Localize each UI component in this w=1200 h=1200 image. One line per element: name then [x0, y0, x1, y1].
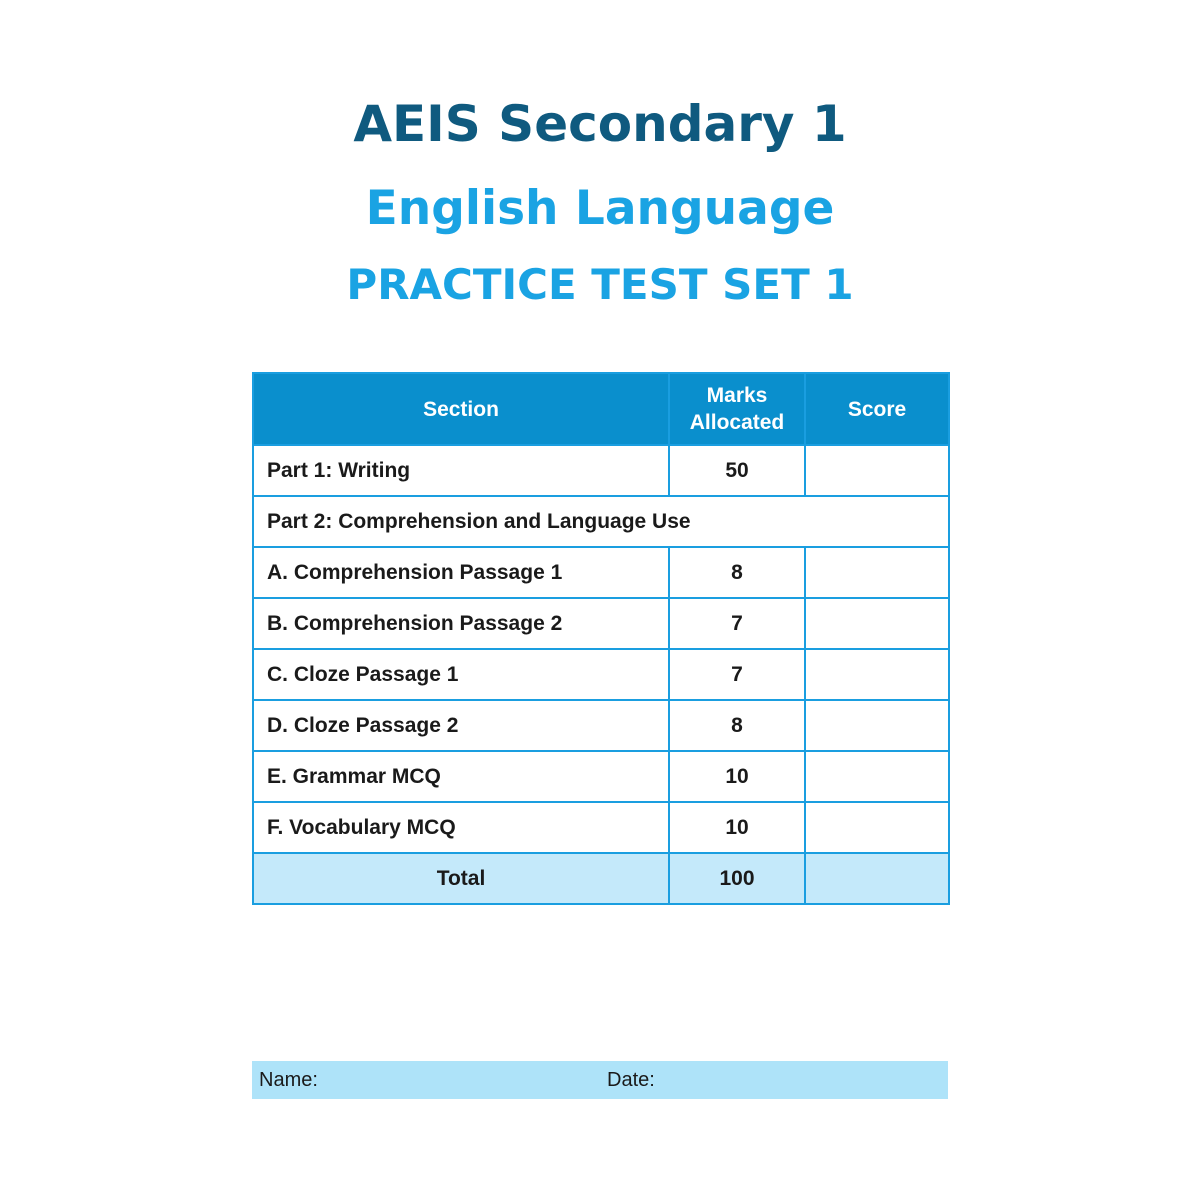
total-label: Total: [253, 853, 669, 904]
score-cell: [805, 700, 949, 751]
subject-title: English Language: [365, 181, 835, 236]
marks-header-line1: Marks: [706, 384, 768, 407]
table-row: [253, 598, 949, 649]
score-cell: [805, 751, 949, 802]
marks-table: [252, 372, 950, 905]
table-row: [253, 700, 949, 751]
marks-value: 8: [669, 700, 805, 751]
marks-value: 10: [669, 751, 805, 802]
section-label: A. Comprehension Passage 1: [253, 547, 669, 598]
table-row: [253, 751, 949, 802]
date-label: Date:: [607, 1069, 655, 1091]
total-row: [253, 853, 949, 904]
section-column-header: Section: [253, 373, 669, 445]
marks-value: 7: [669, 649, 805, 700]
score-column-header: Score: [805, 373, 949, 445]
score-cell: [805, 445, 949, 496]
section-label: E. Grammar MCQ: [253, 751, 669, 802]
table-row: [253, 496, 949, 547]
section-label: D. Cloze Passage 2: [253, 700, 669, 751]
practice-set-title: PRACTICE TEST SET 1: [346, 260, 854, 309]
section-label: Part 1: Writing: [253, 445, 669, 496]
total-marks: 100: [669, 853, 805, 904]
marks-value: 10: [669, 802, 805, 853]
page-title: AEIS Secondary 1: [353, 95, 847, 153]
marks-header-line2: Allocated: [689, 411, 785, 434]
table-row: [253, 547, 949, 598]
score-cell: [805, 802, 949, 853]
score-cell: [805, 598, 949, 649]
marks-value: 50: [669, 445, 805, 496]
section-label: C. Cloze Passage 1: [253, 649, 669, 700]
section-label: F. Vocabulary MCQ: [253, 802, 669, 853]
total-score-cell: [805, 853, 949, 904]
name-label: Name:: [259, 1069, 318, 1091]
score-cell: [805, 547, 949, 598]
marks-value: 8: [669, 547, 805, 598]
table-row: [253, 649, 949, 700]
section-label: B. Comprehension Passage 2: [253, 598, 669, 649]
table-row: [253, 445, 949, 496]
score-cell: [805, 649, 949, 700]
name-date-bar: [252, 1061, 948, 1099]
table-header-row: [253, 373, 949, 445]
table-row: [253, 802, 949, 853]
marks-value: 7: [669, 598, 805, 649]
marks-column-header: [669, 373, 805, 445]
part2-heading: Part 2: Comprehension and Language Use: [253, 496, 949, 547]
